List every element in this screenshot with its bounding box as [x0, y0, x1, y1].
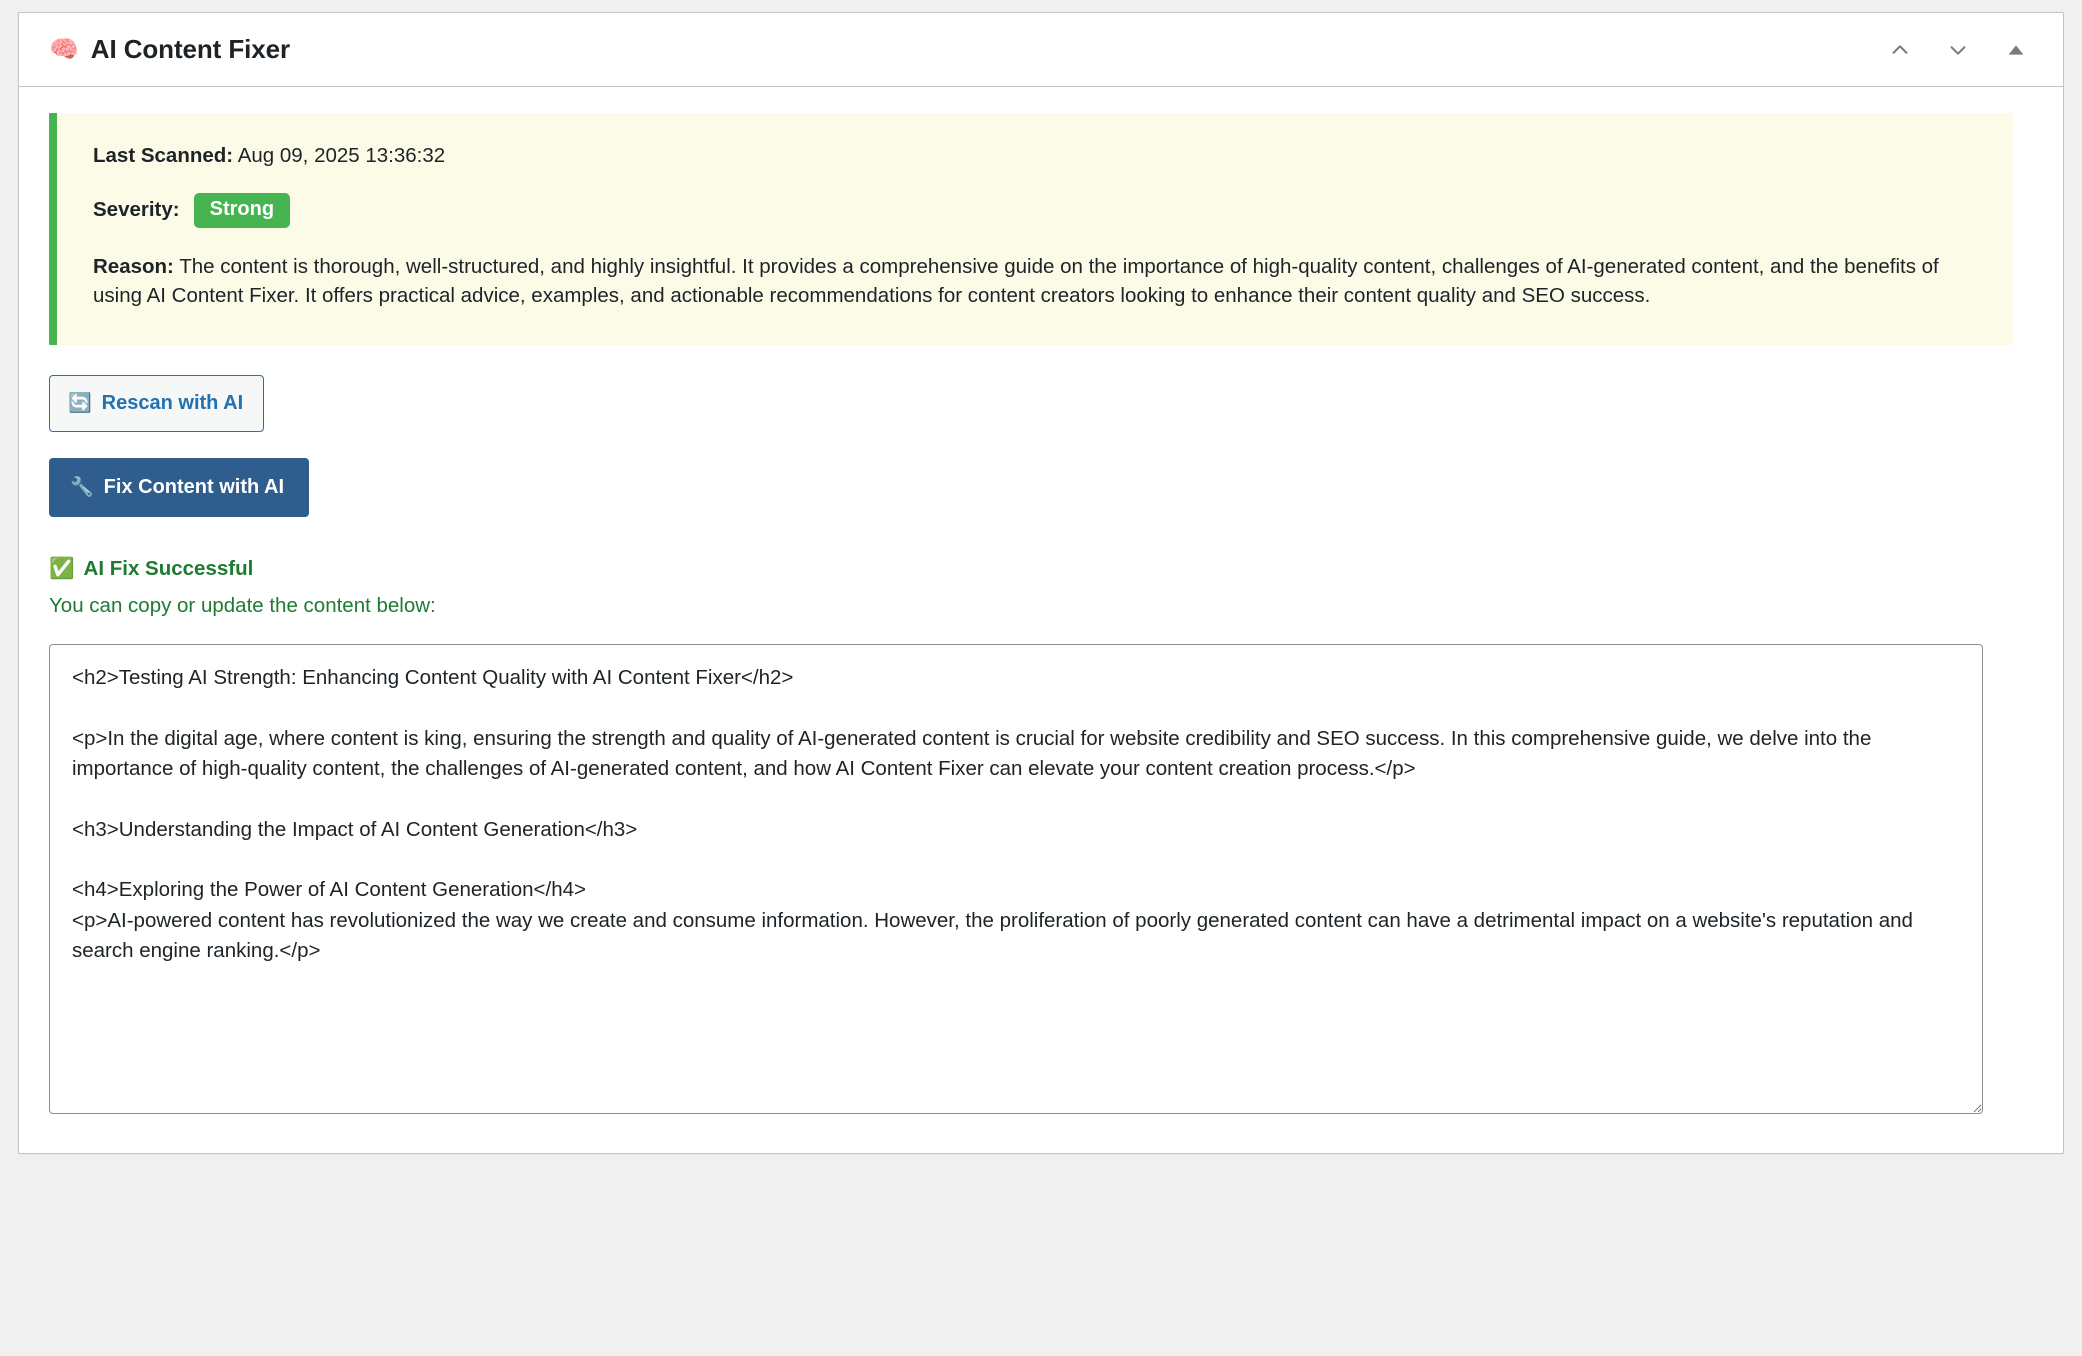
- fix-button-label: Fix Content with AI: [103, 476, 285, 499]
- wrench-icon: 🔧: [70, 476, 94, 498]
- metabox-body: [19, 87, 2063, 1153]
- rescan-with-ai-button[interactable]: [49, 375, 264, 432]
- metabox-header: [19, 13, 2063, 87]
- action-buttons: [49, 375, 2033, 517]
- metabox-header-actions: [1883, 33, 2041, 67]
- last-scanned-row: [93, 141, 1979, 171]
- last-scanned-value: Aug 09, 2025 13:36:32: [237, 144, 446, 167]
- last-scanned-label: Last Scanned:: [93, 144, 234, 167]
- reason-value: The content is thorough, well-structured, and highly insightful. It provides a comprehensive guide on the importance of high-quality content, challenges of AI-generated content, and the benefits of using AI Content Fixer. It offers practical advice, examples, and actionable recommendations for content creators looking to enhance their content quality and SEO success.: [93, 254, 1939, 308]
- reason-row: [93, 252, 1979, 311]
- fix-content-with-ai-button[interactable]: [49, 458, 309, 517]
- fixed-content-textarea[interactable]: [49, 644, 1983, 1114]
- move-up-icon[interactable]: [1883, 33, 1917, 67]
- status-badge: Strong: [194, 193, 290, 228]
- metabox-title-text: AI Content Fixer: [90, 34, 290, 64]
- scan-result-notice: [49, 113, 2013, 345]
- reason-label: Reason:: [93, 254, 174, 278]
- ai-content-fixer-metabox: [18, 12, 2064, 1154]
- toggle-panel-icon[interactable]: [1999, 33, 2033, 67]
- ai-fix-status: [49, 557, 2033, 581]
- refresh-icon: 🔄: [68, 392, 92, 414]
- ai-fix-status-label: AI Fix Successful: [83, 557, 254, 581]
- brain-icon: 🧠: [49, 35, 79, 63]
- page-title: [49, 34, 290, 65]
- severity-row: [93, 193, 1979, 228]
- move-down-icon[interactable]: [1941, 33, 1975, 67]
- severity-label: Severity:: [93, 198, 180, 222]
- rescan-button-label: Rescan with AI: [101, 392, 244, 415]
- ai-fix-hint: You can copy or update the content below:: [49, 594, 436, 618]
- check-icon: ✅: [49, 557, 75, 581]
